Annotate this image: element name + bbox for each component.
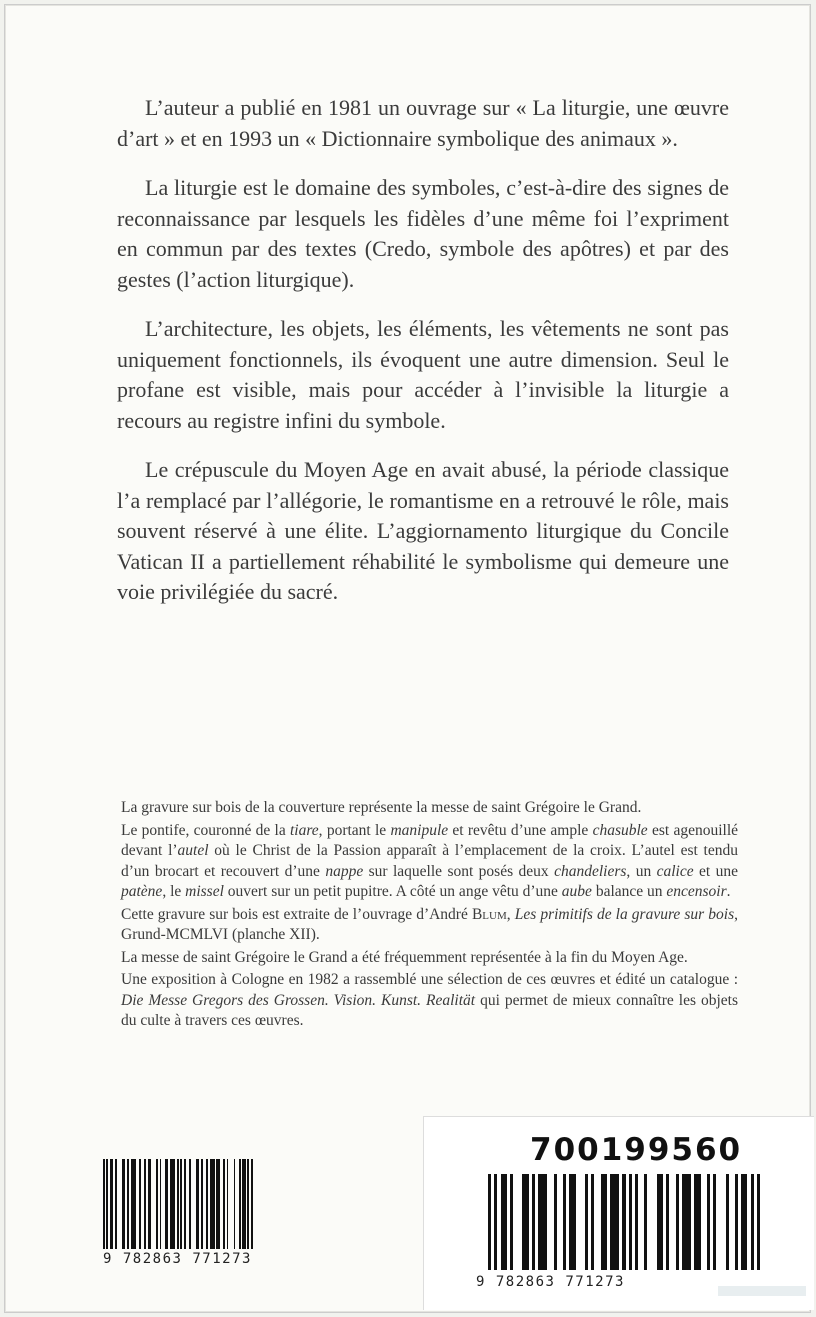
sticker-digits: 9 782863 771273 [476, 1274, 625, 1290]
caption-text: ouvert sur un petit pupitre. A côté un ange vêtu d’une [223, 883, 562, 900]
caption-paragraph [121, 905, 738, 946]
caption-text: La messe de saint Grégoire le Grand a été fréquemment représentée à la fin du Moyen Age. [121, 948, 688, 966]
book-title: Les primitifs de la gravure sur bois [514, 905, 735, 923]
caption-text: où le Christ de la Passion apparaît à l’emplacement de la croix. L’autel est tendu d’un brocart et recouvert d’une [121, 842, 738, 880]
caption-text: , Grund-MCMLVI (planche XII). [121, 905, 738, 943]
caption-text: qui permet de mieux connaître les objets du culte à travers ces œuvres. [121, 991, 738, 1029]
caption-paragraph [121, 821, 738, 903]
caption-text: balance un [591, 883, 667, 900]
barcode-bar [716, 1174, 725, 1270]
back-cover [4, 4, 811, 1313]
blurb-paragraph: Le crépuscule du Moyen Age en avait abusé, la période classique l’a remplacé par l’allégorie, le romantisme en a retrouvé le rôle, mais souvent réservé à une élite. L’aggiornamento liturgique du Concile Vatican II a partiellement réhabilité le symbolisme qui demeure une voie privilégiée du sacré. [117, 457, 729, 604]
barcode-bar [513, 1174, 522, 1270]
cover-caption [121, 798, 738, 1032]
caption-text: est agenouillé devant l’ [121, 821, 739, 859]
sticker-number: 700199560 [530, 1132, 743, 1168]
caption-paragraph [121, 970, 738, 1032]
barcode-bars [103, 1159, 263, 1249]
caption-text: , [506, 905, 515, 923]
barcode-bar [251, 1159, 253, 1249]
caption-term: manipule [390, 821, 449, 839]
caption-text: Cette gravure sur bois est extraite de l’ouvrage d’André [121, 905, 472, 923]
caption-term: patène [121, 883, 163, 900]
barcode-bar [647, 1174, 656, 1270]
caption-term: tiare [289, 821, 319, 839]
caption-paragraph [121, 948, 738, 969]
caption-text: La gravure sur bois de la couverture représente la messe de saint Grégoire le Grand. [121, 799, 642, 816]
barcode-bars [488, 1174, 760, 1264]
barcode-bar [610, 1174, 619, 1270]
blurb-paragraph: L’auteur a publié en 1981 un ouvrage sur « La liturgie, une œuvre d’art » et en 1993 un « Dictionnaire symbolique des animaux ». [117, 95, 729, 151]
caption-text: , un [626, 862, 657, 880]
caption-term: encensoir [666, 883, 727, 900]
isbn-barcode [103, 1159, 263, 1269]
caption-text: sur laquelle sont posés deux [363, 862, 555, 880]
barcode-bar [682, 1174, 691, 1270]
caption-text: et revêtu d’une ample [448, 821, 593, 839]
caption-paragraph [121, 798, 738, 819]
caption-term: missel [185, 883, 224, 900]
caption-term: autel [177, 842, 209, 859]
sticker-barcode [488, 1174, 760, 1270]
sticker-tab [718, 1286, 806, 1296]
caption-term: aube [561, 883, 592, 900]
caption-text: . [726, 883, 731, 900]
author-name: Blum [471, 905, 507, 923]
barcode-bar [757, 1174, 760, 1270]
caption-text: Une exposition à Cologne en 1982 a rassemblé une sélection de ces œuvres et édité un catalogue : [121, 971, 738, 988]
blurb-text [117, 93, 729, 627]
barcode-bar [538, 1174, 547, 1270]
caption-text: et une [693, 862, 738, 880]
barcode-digits: 9 782863 771273 [103, 1251, 252, 1267]
barcode-bar [576, 1174, 585, 1270]
catalogue-title: Die Messe Gregors des Grossen. Vision. Kunst. Realität [121, 991, 476, 1009]
blurb-paragraph: L’architecture, les objets, les éléments, les vêtements ne sont pas uniquement fonctionnels, ils évoquent une autre dimension. Seul le profane est visible, mais pour accéder à l’invisible la liturgie a recours au registre infini du symbole. [117, 316, 729, 433]
blurb-paragraph: La liturgie est le domaine des symboles, c’est-à-dire des signes de reconnaissance par lesquels les fidèles d’une même foi l’expriment en commun par des textes (Credo, symbole des apôtres) et par des gestes (l’action liturgique). [117, 175, 729, 292]
caption-term: chasuble [592, 821, 648, 839]
caption-text: Le pontife, couronné de la [121, 821, 290, 839]
caption-term: calice [656, 862, 694, 880]
caption-text: , le [162, 883, 186, 900]
caption-term: nappe [325, 862, 364, 880]
caption-term: chandeliers [554, 862, 627, 880]
price-sticker [423, 1116, 814, 1310]
caption-text: , portant le [318, 821, 391, 839]
